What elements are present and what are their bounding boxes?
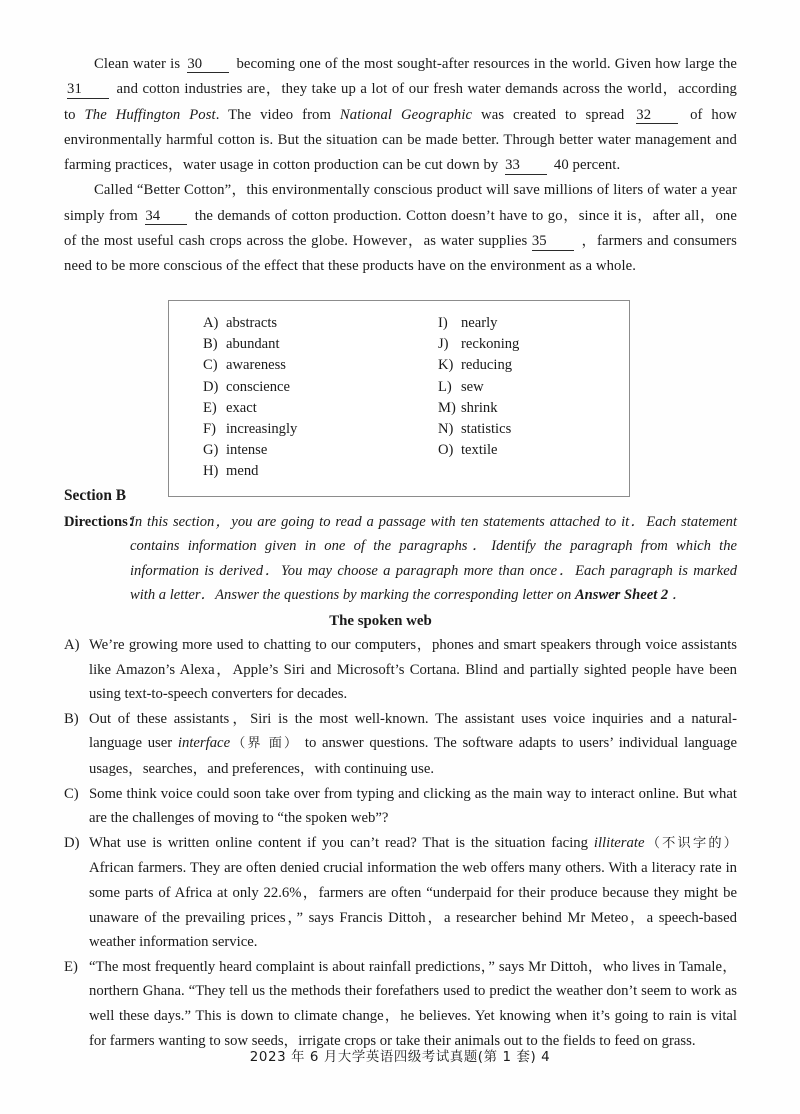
option-h[interactable] [203, 461, 438, 482]
paragraph-letter: C) [64, 785, 79, 802]
option-empty [438, 461, 629, 482]
paragraph-text: African farmers. They are often denied crucial information the web offers many others. With a literacy rate in some parts of Africa at only 22.6%，farmers are often “underpaid for their produce because they might be unaware of the prevailing prices，” says Francis Dittoh，a researcher behind Mr Meteo，a speech-based weather information service. [89, 860, 737, 951]
word-bank-grid [169, 313, 629, 483]
blank-32[interactable]: 32 [636, 108, 678, 124]
cloze-text-seg: and cotton industries are，they take up a lot of our fresh water demands across the world，according to [64, 81, 737, 123]
option-letter: J) [438, 336, 449, 353]
page-footer [0, 1046, 800, 1066]
paragraph-text: What use is written online content if you can’t read? That is the situation facing [89, 834, 594, 851]
paragraph-letter: A) [64, 637, 80, 654]
glossed-word: illiterate [593, 834, 645, 851]
paragraph-letter: B) [64, 710, 79, 727]
option-k[interactable] [438, 355, 629, 376]
option-word: conscience [226, 378, 291, 395]
option-letter: L) [438, 378, 452, 395]
option-word: sew [461, 378, 484, 395]
option-j[interactable] [438, 334, 629, 355]
paragraph-letter: D) [64, 834, 80, 851]
cloze-text-seg: was created to spread [472, 106, 634, 123]
chinese-gloss: （不识字的） [644, 835, 737, 851]
option-g[interactable] [203, 440, 438, 461]
option-word: abundant [226, 336, 280, 353]
passage-paragraph-a [64, 633, 737, 707]
option-f[interactable] [203, 419, 438, 440]
option-word: reckoning [461, 336, 520, 353]
option-word: nearly [461, 315, 498, 331]
option-word: awareness [226, 357, 286, 374]
blank-30[interactable]: 30 [187, 57, 229, 73]
option-e[interactable] [203, 398, 438, 419]
cloze-text-seg: Called “Better Cotton”，this environmentally conscious product will save millions of liters of water a year simply from [64, 182, 737, 224]
option-letter: M) [438, 399, 456, 416]
word-bank-box [168, 300, 630, 497]
paragraph-text: We’re growing more used to chatting to our computers，phones and smart speakers through voice assistants like Amazon’s Alexa，Apple’s Siri and Microsoft’s Cortana. Blind and partially sighted people have been using text-to-speech converters for decades. [89, 637, 737, 703]
cloze-text-seg: Clean water is [94, 56, 185, 72]
passage-paragraph-c [64, 782, 737, 831]
directions-block [64, 510, 737, 608]
cloze-text-seg: of how environmentally harmful cotton is. But the situation can be made better. Through better water management and farming practices，water usage in cotton production can be cut down by [64, 106, 738, 174]
option-word: intense [226, 442, 268, 459]
cloze-text-seg: becoming one of the most sought-after resources in the world. Given how large the [232, 56, 738, 72]
option-letter: I) [438, 315, 448, 331]
option-word: reducing [461, 357, 513, 374]
chinese-gloss: （界 面） [230, 736, 300, 752]
option-letter: O) [438, 442, 454, 459]
option-a[interactable] [203, 313, 438, 334]
option-letter: H) [203, 463, 219, 480]
blank-35[interactable]: 35 [532, 234, 574, 250]
blank-34[interactable]: 34 [145, 209, 187, 225]
directions-text [130, 510, 737, 608]
blank-33[interactable]: 33 [505, 158, 547, 174]
section-b-heading: Section B [64, 486, 126, 504]
paragraph-text: Out of these assistants，Siri is the most well-known. The assistant uses voice inquiries and a natural-language user [89, 710, 737, 752]
option-b[interactable] [203, 334, 438, 355]
directions-text-part-1: In this section，you are going to read a passage with ten statements attached to it．Each statement contains information given in one of the paragraphs．Identify the paragraph from which the information is derived．You may choose a paragraph more than once．Each paragraph is marked with a letter．Answer the questions by marking the corresponding letter on [130, 513, 737, 604]
option-letter: G) [203, 442, 219, 459]
directions-label: Directions： [64, 513, 143, 530]
paragraph-text: “The most frequently heard complaint is about rainfall predictions，” says Mr Dittoh，who lives in Tamale，northern Ghana. “They tell us the methods their forefathers used to predict the weather don’t seem to work as well these days.” This is down to climate change，he believes. Yet knowing when it’s going to rain is vital for farmers wanting to sow seeds，irrigate crops or take their animals out to the fields to feed on grass. [89, 958, 737, 1049]
directions-text-part-2: ． [668, 587, 687, 604]
glossed-word: interface [177, 735, 231, 752]
option-letter: F) [203, 420, 216, 437]
option-letter: B) [203, 336, 218, 353]
option-word: exact [226, 399, 257, 416]
paragraph-letter: E) [64, 958, 78, 975]
option-m[interactable] [438, 398, 629, 419]
passage-paragraph-d [64, 831, 737, 955]
option-letter: C) [203, 357, 218, 374]
option-word: abstracts [226, 315, 278, 331]
title-huffington-post: The Huffington Post [84, 106, 216, 123]
option-word: statistics [461, 420, 512, 437]
option-letter: D) [203, 378, 219, 395]
option-letter: N) [438, 420, 454, 437]
footer-text: 2023 年 6 月大学英语四级考试真题(第 1 套) 4 [249, 1050, 551, 1065]
paragraph-text: to answer questions. The software adapts to users’ individual language usages，searches，and preferences，with continuing use. [89, 735, 738, 778]
cloze-text-seg: . The video from [215, 106, 340, 123]
option-word: shrink [461, 399, 498, 416]
option-l[interactable] [438, 377, 629, 398]
option-letter: K) [438, 357, 454, 374]
cloze-text-seg: 40 percent. [550, 157, 621, 174]
option-c[interactable] [203, 355, 438, 376]
cloze-paragraph-1 [64, 52, 737, 178]
option-word: increasingly [226, 420, 298, 437]
option-n[interactable] [438, 419, 629, 440]
page-content [64, 52, 737, 1053]
answer-sheet-reference: Answer Sheet 2 [574, 587, 669, 604]
option-word: mend [226, 463, 259, 480]
cloze-text-seg: the demands of cotton production. Cotton doesn’t have to go，since it is，after all，one of the most useful cash crops across the globe. However，as water supplies [64, 207, 737, 250]
paragraph-text: Some think voice could soon take over from typing and clicking as the main way to interact online. But what are the challenges of moving to “the spoken web”? [89, 785, 737, 827]
passage-paragraph-e [64, 955, 737, 1053]
cloze-paragraph-2 [64, 178, 737, 279]
blank-31[interactable]: 31 [67, 82, 109, 98]
passage-title: The spoken web [329, 613, 432, 630]
cloze-text-seg: ，farmers and consumers need to be more conscious of the effect that these products have on the environment as a whole. [64, 233, 737, 275]
option-o[interactable] [438, 440, 629, 461]
title-national-geographic: National Geographic [339, 106, 473, 123]
option-word: textile [461, 442, 498, 459]
option-i[interactable] [438, 313, 629, 334]
option-letter: A) [203, 315, 219, 331]
passage-paragraph-b [64, 707, 737, 782]
option-d[interactable] [203, 377, 438, 398]
option-letter: E) [203, 399, 217, 416]
